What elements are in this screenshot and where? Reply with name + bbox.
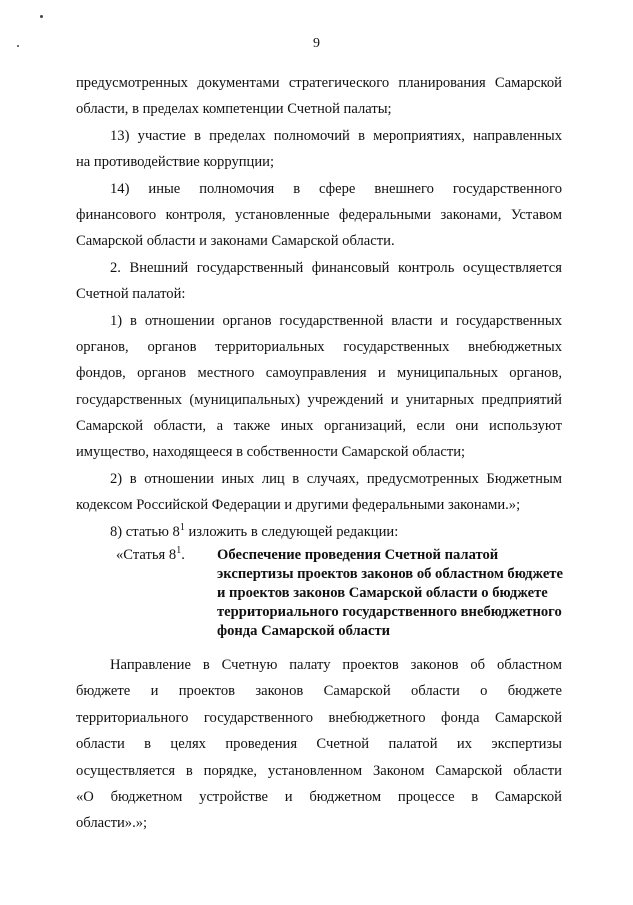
text-line: на противодействие коррупции;	[76, 154, 275, 171]
text-line: осуществляется в порядке, установленном Законом Самарской области	[76, 762, 562, 779]
text-line: бюджете и проектов законов Самарской области о бюджете	[76, 683, 562, 700]
text-line: области».»;	[76, 815, 148, 832]
list-item-1: 1) в отношении органов государственной власти и государственных	[110, 312, 562, 329]
text-line: Самарской области и законами Самарской области.	[76, 233, 395, 250]
page-number: 9	[313, 36, 320, 51]
article-label: «Статья $8^1$.	[116, 545, 185, 564]
text-line: области, в пределах компетенции Счетной палаты;	[76, 101, 392, 118]
list-item-2: 2) в отношении иных лиц в случаях, предусмотренных Бюджетным	[110, 470, 562, 487]
scan-dot-mark	[40, 15, 43, 18]
text-line: фондов, органов местного самоуправления и муниципальных органов,	[76, 365, 562, 382]
article-title-line: экспертизы проектов законов об областном бюджете	[217, 566, 563, 583]
text-line: органов, органов территориальных государственных внебюджетных	[76, 338, 562, 355]
article-heading	[76, 546, 562, 641]
text-line: государственных (муниципальных) учреждений и унитарных предприятий	[76, 391, 562, 408]
amendment-item-8: 8) статью $8^1$ изложить в следующей редакции:	[110, 521, 399, 540]
text-line: территориального государственного внебюджетного фонда Самарской	[76, 709, 562, 726]
article-title-line: и проектов законов Самарской области о бюджете	[217, 585, 548, 602]
text-line: области в целях проведения Счетной палатой их экспертизы	[76, 736, 562, 753]
text-line: «О бюджетном устройстве и бюджетном процессе в Самарской	[76, 788, 562, 805]
list-item-13: 13) участие в пределах полномочий в мероприятиях, направленных	[110, 127, 562, 144]
text-line: имущество, находящееся в собственности Самарской области;	[76, 444, 466, 461]
text-line: Счетной палатой:	[76, 286, 186, 303]
text-line: предусмотренных документами стратегического планирования Самарской	[76, 75, 562, 91]
article-title-line: фонда Самарской области	[217, 623, 391, 640]
text-line: Самарской области, а также иных организаций, если они используют	[76, 418, 562, 435]
paragraph-2: 2. Внешний государственный финансовый контроль осуществляется	[110, 259, 562, 276]
document-body	[76, 70, 562, 837]
article-text	[76, 652, 562, 837]
text-line: финансового контроля, установленные федеральными законами, Уставом	[76, 206, 562, 223]
article-title-line: Обеспечение проведения Счетной палатой	[217, 547, 499, 564]
text-line: кодексом Российской Федерации и другими федеральными законами.»;	[76, 497, 521, 514]
list-item-14: 14) иные полномочия в сфере внешнего государственного	[110, 180, 562, 197]
article-title	[217, 546, 562, 641]
article-title-line: территориального государственного внебюджетного	[217, 604, 562, 621]
text-line: Направление в Счетную палату проектов законов об областном	[110, 657, 562, 674]
